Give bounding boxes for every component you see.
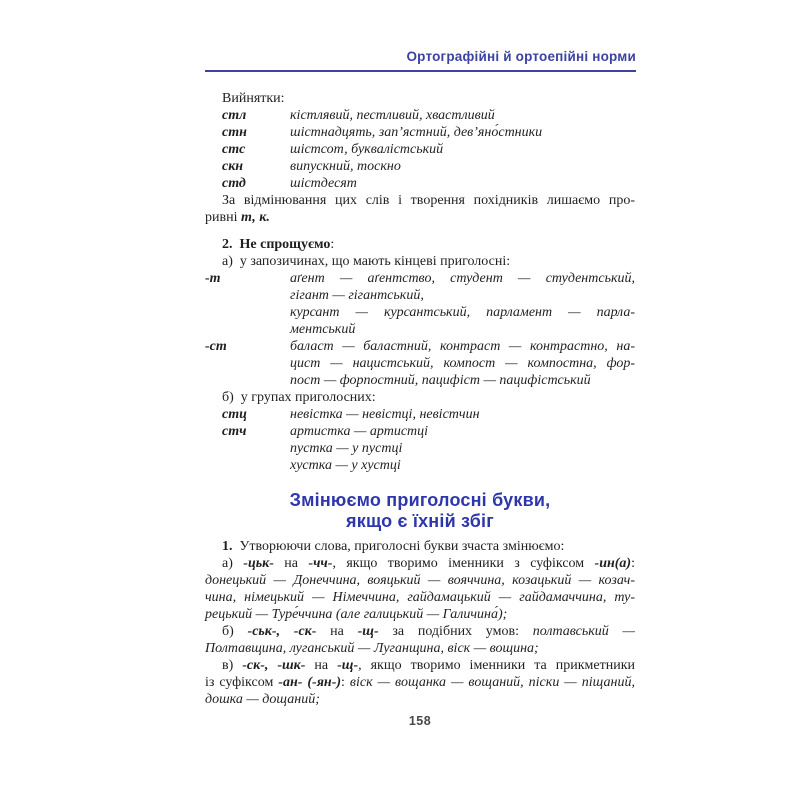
- rule-1v-line-1: [205, 657, 635, 674]
- group-label: стц: [222, 407, 247, 422]
- rule-2a-intro: [205, 253, 635, 270]
- text-run: гігант — гігантський,: [290, 288, 424, 303]
- text-run: баласт — баластний, контраст — контрастно, на-: [290, 339, 635, 354]
- group-t-line-4: [205, 321, 635, 338]
- rule-1a-line-2: [205, 572, 635, 589]
- text-run: -чч-: [308, 556, 333, 571]
- text-run: із суфіксом: [205, 675, 279, 690]
- section-heading-line-1: [205, 490, 635, 510]
- group-label: стч: [222, 424, 247, 439]
- text-run: а): [222, 556, 244, 571]
- text-run: 1.: [222, 539, 233, 554]
- rule-1a-line-1: [205, 555, 635, 572]
- text-run: :: [341, 675, 350, 690]
- text-run: ривні: [205, 210, 241, 225]
- text-run: на: [273, 556, 309, 571]
- exception-row-sts: [205, 141, 635, 158]
- group-st-line-2: [205, 355, 635, 372]
- text-run: кістлявий, пестливий, хвастливий: [290, 108, 495, 123]
- exceptions-intro: [205, 90, 635, 107]
- rule-1a-line-3: [205, 589, 635, 606]
- text-run: Не спрощуємо: [239, 237, 331, 252]
- text-run: донецький — Донеччина, вояцький — вояччина, козацький — козач-: [205, 573, 635, 588]
- text-run: невістка — невістці, невістчин: [290, 407, 480, 422]
- text-run: Полтавщина, луганський — Луганщина, віск — вощина;: [205, 641, 539, 656]
- text-run: т, к.: [240, 210, 270, 225]
- group-st-line-1: [205, 338, 635, 355]
- text-run: :: [330, 237, 335, 252]
- text-run: полтавський —: [532, 624, 635, 639]
- running-head-title: Ортографійні й ортоепійні норми: [406, 49, 636, 64]
- rule-1-intro: [205, 538, 635, 555]
- rule-2b-intro: [205, 389, 635, 406]
- text-run: Утворюючи слова, приголосні букви зчаста змінюємо:: [232, 539, 565, 554]
- text-run: на: [305, 658, 338, 673]
- text-run: артистка — артистці: [290, 424, 429, 439]
- group-stc-line-1: [205, 406, 635, 423]
- text-run: випускний, тоскно: [290, 159, 401, 174]
- group-label: стс: [222, 142, 246, 157]
- text-run: -щ-: [357, 624, 379, 639]
- text-run: шістнадцять, зап’ястний, дев’яно́стники: [290, 125, 543, 140]
- group-label: стн: [222, 125, 247, 140]
- page-content: [205, 0, 635, 800]
- rule-2-title: [205, 236, 635, 253]
- group-label: -ст: [205, 339, 227, 354]
- text-run: За відмінювання цих слів і творення похідників лишаємо про-: [222, 193, 635, 208]
- text-run: дошка — дощаний;: [205, 692, 320, 707]
- rule-1v-line-3: [205, 691, 635, 708]
- text-run: 2.: [222, 237, 233, 252]
- text-run: рецький — Туре́ччина (але галицький — Галичина́);: [205, 607, 508, 622]
- text-run: пост — форпостний, пацифіст — пацифістський: [290, 373, 591, 388]
- text-run: пустка — у пустці: [290, 441, 403, 456]
- note-line-1: [205, 192, 635, 209]
- note-line-2: [205, 209, 635, 226]
- text-run: а) у запозичинах, що мають кінцеві приголосні:: [222, 254, 511, 269]
- group-label: стл: [222, 108, 247, 123]
- text-run: курсант — курсантський, парламент — парла-: [290, 305, 635, 320]
- group-stch-line-2: [205, 440, 635, 457]
- rule-1a-line-4: [205, 606, 635, 623]
- group-t-line-2: [205, 287, 635, 304]
- text-run: хустка — у хустці: [290, 458, 401, 473]
- group-label: стд: [222, 176, 246, 191]
- group-label: скн: [222, 159, 244, 174]
- rule-1b-line-1: [205, 623, 635, 640]
- group-label: -т: [205, 271, 221, 286]
- text-run: за подібних умов:: [378, 624, 533, 639]
- text-run: -ськ-, -ск-: [247, 624, 317, 639]
- text-run: аґент — аґентство, студент — студентський,: [290, 271, 635, 286]
- text-run: шістсот, буквалістський: [290, 142, 444, 157]
- exception-row-std: [205, 175, 635, 192]
- section-heading-line-2: [205, 511, 635, 531]
- text-run: віск — вощанка — вощаний, піски — піщаний,: [349, 675, 635, 690]
- exception-row-stl: [205, 107, 635, 124]
- group-st-line-3: [205, 372, 635, 389]
- text-run: якщо є їхній збіг: [346, 511, 494, 531]
- text-run: чина, німецький — Німеччина, гайдамацький — гайдамаччина, ту-: [205, 590, 635, 605]
- text-run: цист — нацистський, компост — компостна, фор-: [290, 356, 635, 371]
- text-run: -ск-, -шк-: [242, 658, 306, 673]
- text-run: б) у групах приголосних:: [222, 390, 376, 405]
- text-run: ментський: [290, 322, 356, 337]
- group-stch-line-3: [205, 457, 635, 474]
- text-run: в): [222, 658, 243, 673]
- rule-1v-line-2: [205, 674, 635, 691]
- text-run: б): [222, 624, 248, 639]
- text-run: [233, 237, 240, 252]
- exception-row-skn: [205, 158, 635, 175]
- text-run: Вийнятки:: [222, 91, 285, 106]
- text-run: -цьк-: [243, 556, 274, 571]
- exception-row-stn: [205, 124, 635, 141]
- page-number: 158: [408, 714, 432, 728]
- group-t-line-3: [205, 304, 635, 321]
- group-t-line-1: [205, 270, 635, 287]
- text-run: , якщо творимо іменники та прикметники: [358, 658, 636, 673]
- text-run: -ин(а): [594, 556, 632, 571]
- rule-1b-line-2: [205, 640, 635, 657]
- group-stch-line-1: [205, 423, 635, 440]
- text-run: шістдесят: [290, 176, 357, 191]
- text-run: -ан- (-ян-): [278, 675, 342, 690]
- text-run: на: [316, 624, 358, 639]
- text-run: , якщо творимо іменники з суфіксом: [332, 556, 595, 571]
- text-run: -щ-: [337, 658, 359, 673]
- text-run: Змінюємо приголосні букви,: [289, 490, 551, 510]
- text-run: :: [631, 556, 635, 571]
